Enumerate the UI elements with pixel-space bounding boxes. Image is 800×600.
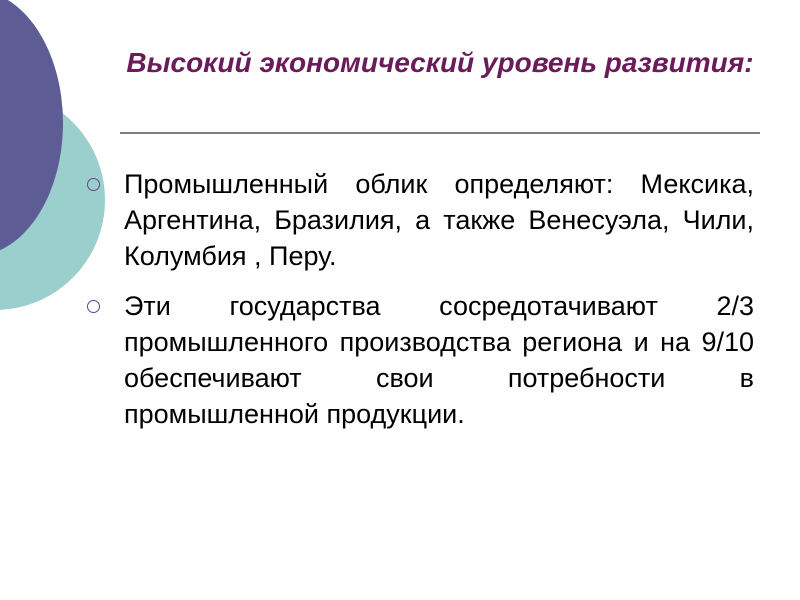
bullet-text: Эти государства сосредотачивают 2/3 промышленного производства региона и на 9/10 обеспечивают свои потребности в промышленной продукции. <box>124 291 754 429</box>
slide-title: Высокий экономический уровень развития: <box>126 47 754 78</box>
bullet-item <box>85 166 754 274</box>
hollow-circle-bullet-icon <box>87 300 100 313</box>
bullet-item <box>85 288 754 432</box>
title-divider <box>120 132 760 134</box>
hollow-circle-bullet-icon <box>87 178 100 191</box>
bullet-text: Промышленный облик определяют: Мексика, Аргентина, Бразилия, а также Венесуэла, Чили, Колумбия , Перу. <box>124 169 754 271</box>
bullet-list <box>85 166 754 446</box>
